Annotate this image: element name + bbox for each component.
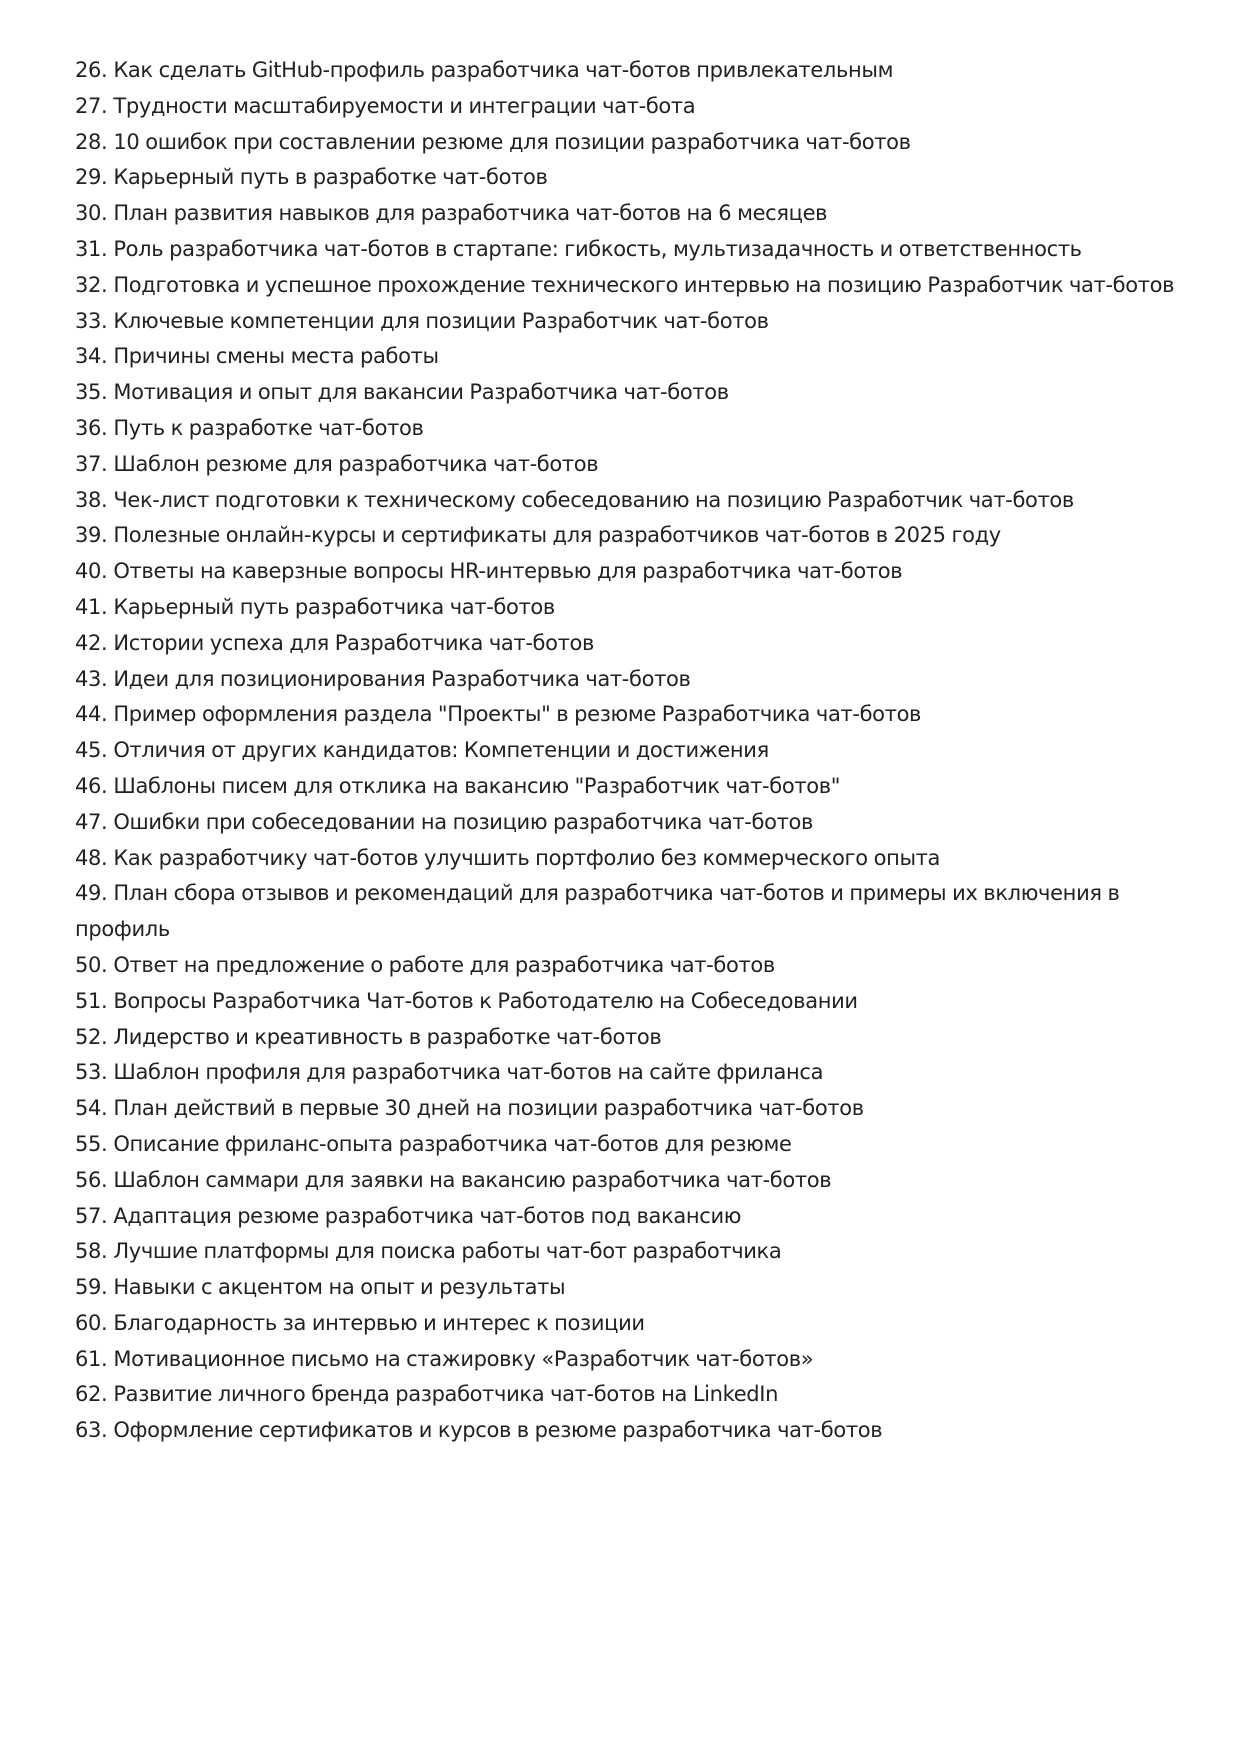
item-number: 61. <box>75 1346 108 1371</box>
item-text: План развития навыков для разработчика чат-ботов на 6 месяцев <box>113 201 828 226</box>
list-item <box>75 841 1175 877</box>
list-item <box>75 1413 1175 1449</box>
list-item <box>75 1199 1175 1235</box>
item-text: Роль разработчика чат-ботов в стартапе: гибкость, мультизадачность и ответственность <box>113 236 1082 261</box>
list-item <box>75 1163 1175 1199</box>
list-item <box>75 554 1175 590</box>
item-text: Шаблон саммари для заявки на вакансию разработчика чат-ботов <box>113 1167 832 1192</box>
list-item <box>75 1020 1175 1056</box>
list-item <box>75 1234 1175 1270</box>
item-number: 62. <box>75 1382 108 1407</box>
item-text: План сбора отзывов и рекомендаций для разработчика чат-ботов и примеры их включения в профиль <box>75 881 1120 942</box>
item-text: Лучшие платформы для поиска работы чат-бот разработчика <box>113 1239 782 1264</box>
item-text: Полезные онлайн-курсы и сертификаты для разработчиков чат-ботов в 2025 году <box>113 523 1001 548</box>
list-item <box>75 339 1175 375</box>
item-number: 53. <box>75 1060 108 1085</box>
list-item <box>75 89 1175 125</box>
item-text: Причины смены места работы <box>113 344 439 369</box>
item-text: Ответы на каверзные вопросы HR-интервью для разработчика чат-ботов <box>113 559 903 584</box>
item-number: 38. <box>75 487 108 512</box>
item-number: 51. <box>75 988 108 1013</box>
item-text: Путь к разработке чат-ботов <box>113 415 424 440</box>
list-item <box>75 1306 1175 1342</box>
item-text: Оформление сертификатов и курсов в резюме разработчика чат-ботов <box>113 1418 883 1443</box>
list-item <box>75 196 1175 232</box>
item-text: Карьерный путь разработчика чат-ботов <box>113 594 555 619</box>
item-text: Ошибки при собеседовании на позицию разработчика чат-ботов <box>113 809 814 834</box>
item-number: 26. <box>75 58 108 82</box>
item-number: 52. <box>75 1024 108 1049</box>
item-number: 44. <box>75 702 108 727</box>
item-number: 60. <box>75 1310 108 1335</box>
item-text: Ответ на предложение о работе для разработчика чат-ботов <box>113 952 775 977</box>
item-number: 49. <box>75 881 108 906</box>
list-item <box>75 1377 1175 1413</box>
item-text: Как разработчику чат-ботов улучшить портфолио без коммерческого опыта <box>113 845 941 870</box>
item-number: 30. <box>75 201 108 226</box>
item-text: Как сделать GitHub-профиль разработчика чат-ботов привлекательным <box>113 58 894 82</box>
item-number: 36. <box>75 415 108 440</box>
list-item <box>75 1055 1175 1091</box>
item-number: 33. <box>75 308 108 333</box>
list-item <box>75 948 1175 984</box>
list-item <box>75 160 1175 196</box>
list-item <box>75 518 1175 554</box>
item-text: Шаблоны писем для отклика на вакансию "Разработчик чат-ботов" <box>113 773 841 798</box>
list-item <box>75 769 1175 805</box>
item-number: 28. <box>75 129 108 154</box>
item-text: Описание фриланс-опыта разработчика чат-ботов для резюме <box>113 1131 792 1156</box>
item-number: 54. <box>75 1096 108 1121</box>
list-item <box>75 125 1175 161</box>
item-number: 56. <box>75 1167 108 1192</box>
list-item <box>75 626 1175 662</box>
item-number: 57. <box>75 1203 108 1228</box>
item-text: Идеи для позиционирования Разработчика чат-ботов <box>113 666 691 691</box>
item-text: Развитие личного бренда разработчика чат-ботов на LinkedIn <box>113 1382 779 1407</box>
item-number: 31. <box>75 236 108 261</box>
item-text: Навыки с акцентом на опыт и результаты <box>113 1275 566 1300</box>
item-number: 55. <box>75 1131 108 1156</box>
list-item <box>75 984 1175 1020</box>
list-item <box>75 53 1175 89</box>
document-page <box>75 53 1175 1449</box>
item-number: 34. <box>75 344 108 369</box>
item-number: 43. <box>75 666 108 691</box>
item-text: Шаблон резюме для разработчика чат-ботов <box>113 451 599 476</box>
item-text: Пример оформления раздела "Проекты" в резюме Разработчика чат-ботов <box>113 702 922 727</box>
item-text: Ключевые компетенции для позиции Разработчик чат-ботов <box>113 308 769 333</box>
list-item <box>75 375 1175 411</box>
item-number: 35. <box>75 380 108 405</box>
item-number: 37. <box>75 451 108 476</box>
list-item <box>75 411 1175 447</box>
item-text: Карьерный путь в разработке чат-ботов <box>113 165 548 190</box>
item-text: Трудности масштабируемости и интеграции чат-бота <box>113 93 696 118</box>
item-number: 58. <box>75 1239 108 1264</box>
item-text: Мотивация и опыт для вакансии Разработчика чат-ботов <box>113 380 729 405</box>
list-item <box>75 1270 1175 1306</box>
item-number: 47. <box>75 809 108 834</box>
item-text: Отличия от других кандидатов: Компетенции и достижения <box>113 738 769 763</box>
item-text: Истории успеха для Разработчика чат-ботов <box>113 630 595 655</box>
item-number: 48. <box>75 845 108 870</box>
list-item <box>75 1342 1175 1378</box>
item-number: 29. <box>75 165 108 190</box>
item-number: 59. <box>75 1275 108 1300</box>
list-item <box>75 662 1175 698</box>
list-item <box>75 304 1175 340</box>
list-item <box>75 447 1175 483</box>
item-number: 27. <box>75 93 108 118</box>
item-number: 46. <box>75 773 108 798</box>
list-item <box>75 1091 1175 1127</box>
list-item <box>75 697 1175 733</box>
item-number: 40. <box>75 559 108 584</box>
item-text: Лидерство и креативность в разработке чат-ботов <box>113 1024 662 1049</box>
list-item <box>75 483 1175 519</box>
item-number: 50. <box>75 952 108 977</box>
item-number: 42. <box>75 630 108 655</box>
item-text: Мотивационное письмо на стажировку «Разработчик чат-ботов» <box>113 1346 814 1371</box>
item-number: 63. <box>75 1418 108 1443</box>
list-item <box>75 876 1175 948</box>
list-item <box>75 733 1175 769</box>
item-number: 32. <box>75 272 108 297</box>
item-text: Вопросы Разработчика Чат-ботов к Работодателю на Собеседовании <box>113 988 858 1013</box>
item-text: Шаблон профиля для разработчика чат-ботов на сайте фриланса <box>113 1060 824 1085</box>
item-text: План действий в первые 30 дней на позиции разработчика чат-ботов <box>113 1096 864 1121</box>
list-item <box>75 1127 1175 1163</box>
item-number: 45. <box>75 738 108 763</box>
item-text: Чек-лист подготовки к техническому собеседованию на позицию Разработчик чат-ботов <box>113 487 1074 512</box>
list-item <box>75 590 1175 626</box>
item-number: 39. <box>75 523 108 548</box>
list-item <box>75 805 1175 841</box>
item-text: 10 ошибок при составлении резюме для позиции разработчика чат-ботов <box>113 129 911 154</box>
item-text: Адаптация резюме разработчика чат-ботов под вакансию <box>113 1203 742 1228</box>
topic-list <box>75 53 1175 1449</box>
list-item <box>75 268 1175 304</box>
list-item <box>75 232 1175 268</box>
item-text: Подготовка и успешное прохождение технического интервью на позицию Разработчик чат-ботов <box>113 272 1175 297</box>
item-text: Благодарность за интервью и интерес к позиции <box>113 1310 645 1335</box>
item-number: 41. <box>75 594 108 619</box>
